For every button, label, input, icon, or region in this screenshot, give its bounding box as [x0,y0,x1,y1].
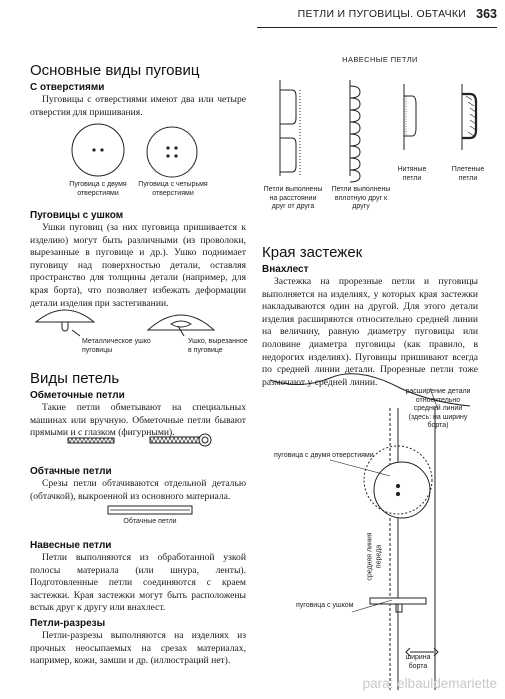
slits-subheading: Петли-разрезы [30,618,106,629]
holes-text: Пуговицы с отверстиями имеют два или четыре отверстия для пришивания. [30,94,246,118]
watermark-text: para: elbauldemariette [362,676,497,691]
overcast-subheading: Обметочные петли [30,390,125,401]
edges-text: Застежка на прорезные петли и пуговицы выполняется на изделиях, у которых края застежки накладываются один на другой. Для этого детали изделия расширяются относительно средней линии на величину, равную диаметру пуговицы или половине диаметра пуговицы (как правило, в недорогих изделиях). Пуговицы пришивают всегда по средней линии детали. Прорезные петли тоже размечают у средней линии. [262,276,478,388]
caption-two-hole-button: Пуговица с двумя отверстиями [69,181,127,197]
edges-heading: Края застежек [262,244,363,261]
bound-text: Срезы петли обтачиваются отдельной деталью (обтачкой), выкроенной из основного материала. [30,478,246,502]
caption-center-line: средняя линия переда [366,532,382,581]
loops-heading: Виды петель [30,370,120,387]
hanging-text: Петли выполняются из обработанной узкой полосы материала (или шнура, ленты). Подготовленные петли соединяются с краем застежки. Края застежки могут быть расположены встык друг к другу или внахлест. [30,552,246,614]
edges-subheading: Внахлест [262,264,309,275]
caption-bound-loops: Обтачные петли [123,518,177,525]
shank-text: Ушки пуговиц (за них пуговица пришивается к изделию) могут быть различными (из проволоки, вырезанные в пуговице и др.). Ушко поднимает пуговицу над поверхностью детали, оставляя пространство для толщины детали (например, для края борта), что позволяет избежать деформации детали изделия при застегивании. [30,222,246,309]
caption-cut-shank: Ушко, вырезанное в пуговице [188,338,248,354]
hanging-subheading: Навесные петли [30,540,112,551]
caption-width: ширина борта [405,654,431,670]
overcast-text: Такие петли обметывают на специальных машинах или вручную. Обметочные петли бывают прямыми и с глазком (фигурными). [30,402,246,439]
shank-subheading: Пуговицы с ушком [30,210,124,221]
caption-braided-loops: Плетеные петли [451,166,485,182]
slits-text: Петли-разрезы выполняются на изделиях из прочных неосыпаемых на срезах материалах, например, кожи, замши и др. (иллюстраций нет). [30,630,246,667]
hanging-figure-title: НАВЕСНЫЕ ПЕТЛИ [342,55,418,64]
caption-close-loops: Петли выполнены вплотную друг к другу [331,186,391,210]
caption-metal-shank: Металлическое ушко пуговицы [82,338,151,354]
caption-thread-loops: Нитяные петли [397,166,427,182]
caption-extension: расширение детали относительно средней линии (здесь: на ширину борта) [405,388,471,429]
page-number: 363 [476,6,497,21]
caption-four-hole-button: Пуговица с четырьмя отверстиями [138,181,208,197]
bound-subheading: Обтачные петли [30,466,112,477]
caption-shank-overlap: пуговица с ушком [296,602,354,609]
caption-two-hole-overlap: пуговица с двумя отверстиями [274,452,374,459]
running-title: ПЕТЛИ И ПУГОВИЦЫ. ОБТАЧКИ [297,7,467,20]
caption-spaced-loops: Петли выполнены на расстоянии друг от друга [263,186,323,210]
buttons-heading: Основные виды пуговиц [30,62,200,79]
holes-subheading: С отверстиями [30,82,105,93]
